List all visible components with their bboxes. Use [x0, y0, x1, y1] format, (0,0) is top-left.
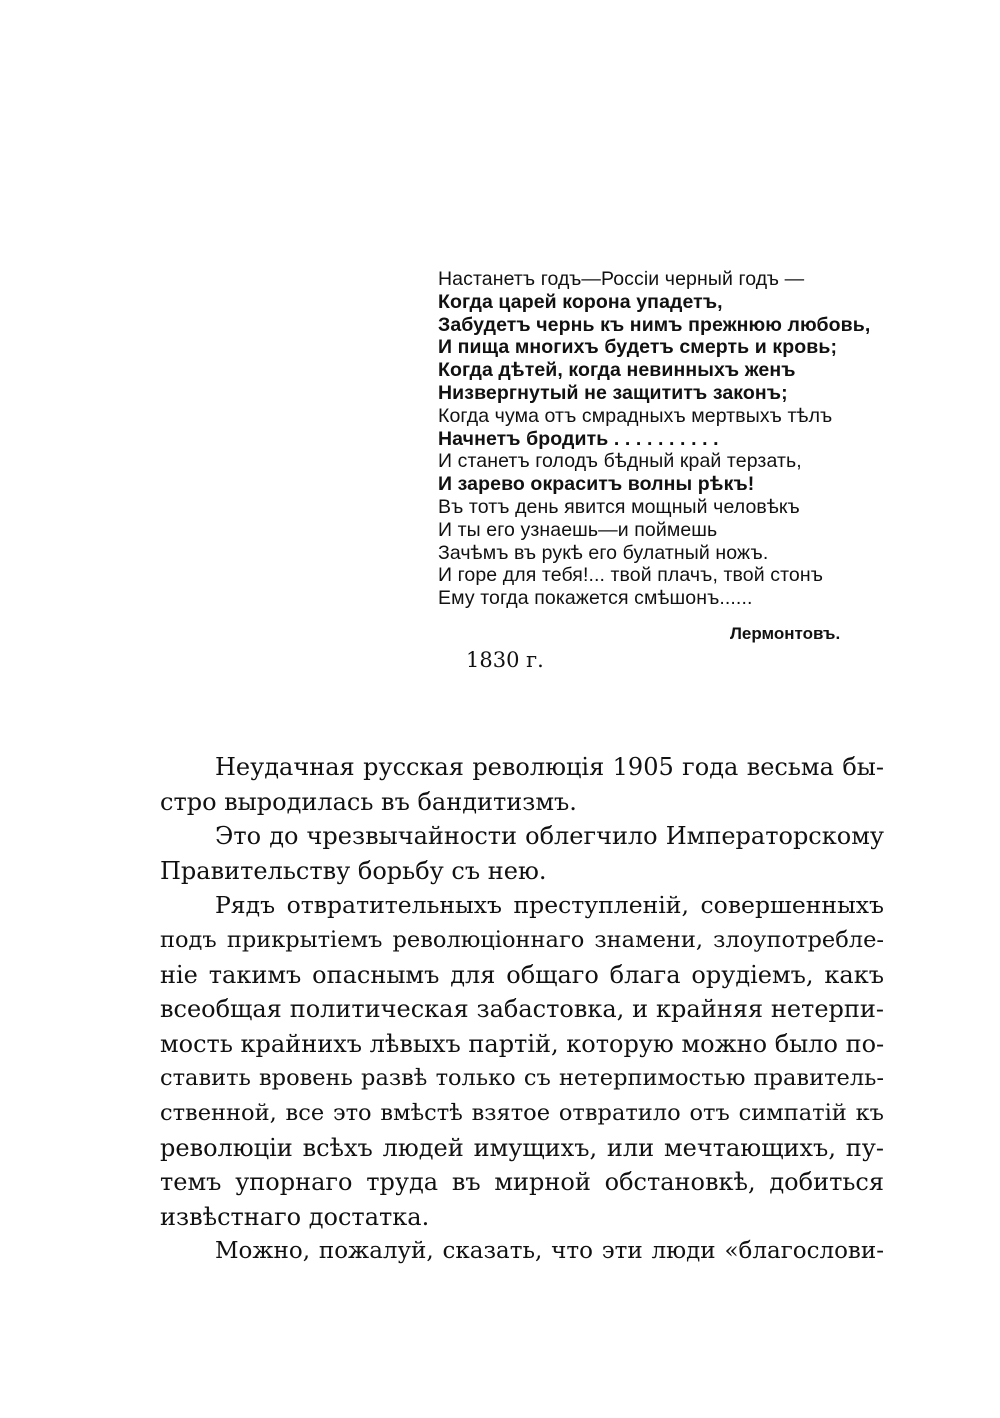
poem-line: Настанетъ годъ—Россіи черный годъ — [438, 268, 805, 290]
poem-line: Когда царей корона упадетъ, [438, 290, 723, 313]
text-line: Рядъ отвратительныхъ преступленій, совершенныхъ [215, 891, 884, 920]
poem-line: И станетъ голодъ бѣдный край терзать, [438, 450, 802, 473]
text-line: Можно, пожалуй, сказать, что эти люди «благослови- [215, 1238, 884, 1265]
poem-line: Низвергнутый не защититъ законъ; [438, 381, 788, 404]
paragraph [160, 819, 884, 888]
poem-line: Зачѣмъ въ рукѣ его булатный ножъ. [438, 541, 769, 564]
poem-line: Начнетъ бродить . . . . . . . . . . [438, 427, 719, 450]
text-line: подъ прикрытіемъ революціоннаго знамени, злоупотребле- [160, 926, 884, 953]
text-line: Правительству борьбу съ нею. [160, 856, 547, 885]
poem-line: Ему тогда покажется смѣшонъ...... [438, 587, 753, 610]
body-text [160, 750, 884, 1269]
epigraph-year: 1830 г. [466, 648, 544, 672]
poem-line: И зарево окраситъ волны рѣкъ! [438, 473, 755, 496]
paragraph [160, 888, 884, 1234]
text-line: мость крайнихъ лѣвыхъ партій, которую можно было по- [160, 1029, 885, 1058]
text-line: ставить вровень развѣ только съ нетерпимостью правитель- [160, 1065, 884, 1092]
text-line: ніе такимъ опаснымъ для общаго блага орудіемъ, какъ [160, 960, 884, 989]
text-line: стро выродилась въ бандитизмъ. [160, 787, 577, 816]
epigraph-poem [438, 268, 908, 610]
text-line: революціи всѣхъ людей имущихъ, или мечтающихъ, пу- [160, 1133, 884, 1162]
text-line: ственной, все это вмѣстѣ взятое отвратило отъ симпатій къ [160, 1099, 884, 1126]
epigraph-author: Лермонтовъ. [730, 624, 841, 643]
paragraph [160, 750, 884, 819]
text-line: темъ упорнаго труда въ мирной обстановкѣ, добиться [160, 1168, 884, 1197]
poem-line: Въ тотъ день явится мощный человѣкъ [438, 495, 800, 518]
paragraph [160, 1234, 884, 1269]
poem-line: И ты его узнаешь—и поймешь [438, 518, 718, 541]
text-line: Неудачная русская революція 1905 года весьма бы- [215, 753, 884, 781]
text-line: Это до чрезвычайности облегчило Императорскому [215, 822, 884, 851]
poem-line: Когда чума отъ смрадныхъ мертвыхъ тѣлъ [438, 404, 833, 427]
poem-line: И горе для тебя!... твой плачъ, твой стонъ [438, 564, 823, 587]
poem-line: Забудетъ чернь къ нимъ прежнюю любовь, [438, 313, 871, 336]
poem-line: Когда дѣтей, когда невинныхъ женъ [438, 359, 796, 382]
text-line: извѣстнаго достатка. [160, 1202, 430, 1231]
text-line: всеобщая политическая забастовка, и крайняя нетерпи- [160, 995, 884, 1024]
poem-line: И пища многихъ будетъ смерть и кровь; [438, 336, 838, 359]
